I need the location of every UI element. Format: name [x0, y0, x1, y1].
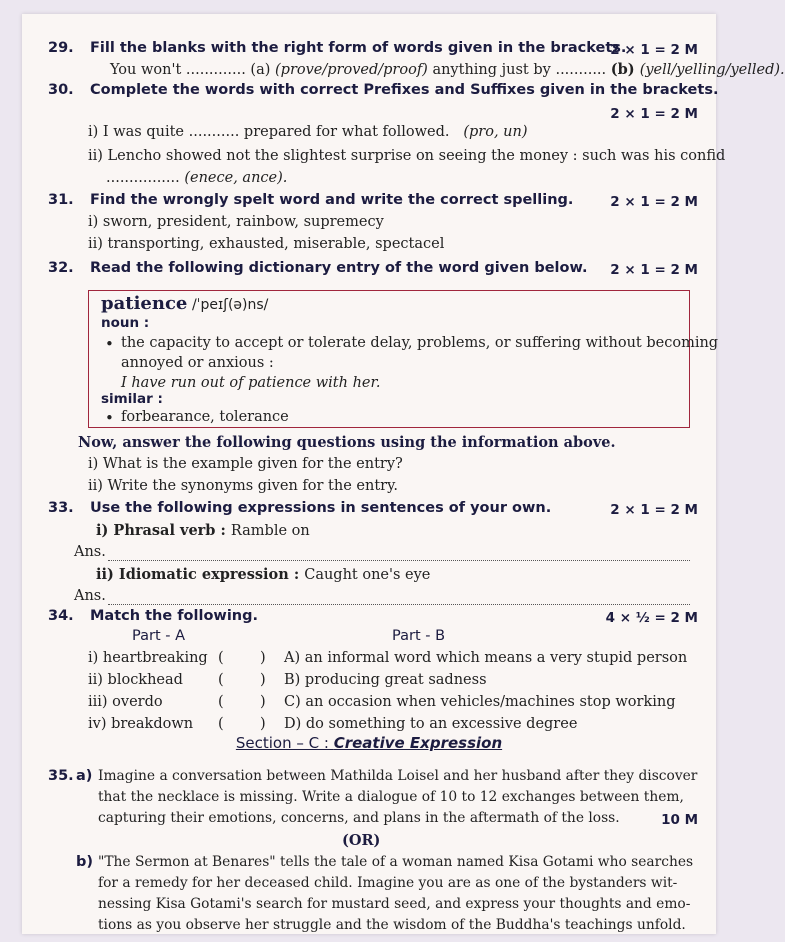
paragraph-line: that the necklace is missing. Write a dialogue of 10 to 12 exchanges between them, [98, 789, 684, 805]
question-31-ii: ii) transporting, exhausted, miserable, spectacel [88, 236, 445, 252]
item-dots: ................ [106, 170, 185, 186]
option-a-label: a) [76, 768, 93, 784]
pronunciation: /ˈpeɪʃ(ə)ns/ [191, 297, 269, 313]
dictionary-entry-box [88, 290, 719, 428]
marks-33: 2 × 1 = 2 M [610, 502, 698, 518]
section-heading [22, 734, 716, 752]
paragraph-line: nessing Kisa Gotami's search for mustard seed, and express your thoughts and emo- [98, 896, 691, 912]
marks-29: 2 × 1 = 2 M [610, 42, 698, 58]
question-32-ii: ii) Write the synonyms given for the entry. [88, 478, 398, 494]
question-text: Read the following dictionary entry of the word given below. [90, 260, 588, 276]
question-number: 33. [48, 500, 74, 516]
exam-page [22, 14, 785, 934]
option-a-text [98, 766, 697, 829]
definition-line-2: annoyed or anxious : [121, 355, 274, 371]
headword: patience [101, 293, 188, 314]
answer-line-2[interactable] [108, 604, 690, 605]
question-34-title [48, 608, 258, 624]
question-number: 30. [48, 82, 74, 98]
question-number: 34. [48, 608, 74, 624]
or-separator: (OR) [342, 832, 381, 849]
question-30-ii-cont [106, 170, 287, 186]
item-text: Caught one's eye [304, 567, 431, 583]
paragraph-line: Imagine a conversation between Mathilda Loisel and her husband after they discover [98, 768, 698, 784]
question-33-i [96, 522, 310, 539]
example-text: I have run out of patience with her. [121, 375, 381, 391]
question-30-ii: ii) Lencho showed not the slightest surprise on seeing the money : such was his confid [88, 148, 726, 164]
similar-label: similar : [101, 391, 163, 407]
marks-32: 2 × 1 = 2 M [610, 262, 698, 278]
section-prefix: Section – C : [235, 734, 334, 752]
question-29-title [48, 40, 626, 56]
question-30-title [48, 82, 718, 98]
item-options: (pro, un) [463, 124, 528, 140]
question-31-title [48, 192, 573, 208]
similar-words: • forbearance, tolerance [121, 409, 289, 425]
item-label: i) Phrasal verb : [96, 522, 231, 539]
match-open-3: ( [218, 694, 224, 710]
options-a: (prove/proved/proof) [275, 62, 428, 78]
question-number: 31. [48, 192, 74, 208]
answer-label-1: Ans. [74, 544, 106, 560]
question-31-i: i) sworn, president, rainbow, supremecy [88, 214, 384, 230]
definition-line-1: • the capacity to accept or tolerate delay, problems, or suffering without becoming [121, 335, 718, 351]
options-b: (yell/yelling/yelled). [639, 62, 785, 78]
item-options: (enece, ance). [184, 170, 288, 186]
paragraph-line: capturing their emotions, concerns, and plans in the aftermath of the loss. [98, 810, 620, 826]
question-text: Complete the words with correct Prefixes and Suffixes given in the brackets. [90, 82, 719, 98]
match-close-1: ) [260, 650, 266, 666]
dictionary-headword [101, 293, 268, 314]
part-of-speech: noun : [101, 315, 150, 331]
label-b: (b) [610, 61, 640, 78]
question-text: Find the wrongly spelt word and write the correct spelling. [90, 192, 574, 208]
paragraph-line: for a remedy for her deceased child. Imagine you are as one of the bystanders wit- [98, 875, 678, 891]
part-b-heading: Part - B [392, 628, 446, 644]
option-b-text [98, 852, 693, 936]
paragraph-line: tions as you observe her struggle and the wisdom of the Buddha's teachings unfold. [98, 917, 686, 933]
question-text: Match the following. [90, 608, 258, 624]
marks-34: 4 × ½ = 2 M [605, 610, 698, 626]
marks-31: 2 × 1 = 2 M [610, 194, 698, 210]
question-33-ii [96, 566, 430, 583]
item-label: ii) Idiomatic expression : [96, 566, 305, 583]
match-open-1: ( [218, 650, 224, 666]
match-a-4: iv) breakdown [88, 716, 194, 732]
item-text: i) I was quite ........... prepared for what followed. [88, 124, 450, 140]
question-32-instruction: Now, answer the following questions using the information above. [78, 434, 616, 451]
section-title: Creative Expression [333, 734, 503, 752]
match-open-2: ( [218, 672, 224, 688]
match-b-3: C) an occasion when vehicles/machines stop working [284, 694, 676, 710]
example-sentence [121, 375, 380, 391]
question-text: Fill the blanks with the right form of words given in the brackets. [90, 40, 627, 56]
marks-30: 2 × 1 = 2 M [610, 106, 698, 122]
answer-label-2: Ans. [74, 588, 106, 604]
match-open-4: ( [218, 716, 224, 732]
marks-35: 10 M [661, 812, 698, 828]
paragraph-line: "The Sermon at Benares" tells the tale of a woman named Kisa Gotami who searches [98, 854, 694, 870]
question-32-i: i) What is the example given for the entry? [88, 456, 403, 472]
text-b: anything just by ........... [427, 62, 611, 78]
option-b-label: b) [76, 854, 94, 870]
match-close-2: ) [260, 672, 266, 688]
question-text: Use the following expressions in sentences of your own. [90, 500, 552, 516]
question-32-title [48, 260, 587, 276]
question-33-title [48, 500, 551, 516]
match-b-1: A) an informal word which means a very stupid person [284, 650, 688, 666]
match-b-2: B) producing great sadness [284, 672, 487, 688]
question-number: 32. [48, 260, 74, 276]
match-a-2: ii) blockhead [88, 672, 183, 688]
match-a-3: iii) overdo [88, 694, 163, 710]
question-number: 29. [48, 40, 74, 56]
question-30-i [88, 124, 528, 140]
question-29-line [110, 61, 785, 78]
question-number: 35. [48, 768, 74, 784]
match-close-3: ) [260, 694, 266, 710]
match-close-4: ) [260, 716, 266, 732]
match-a-1: i) heartbreaking [88, 650, 208, 666]
part-a-heading: Part - A [132, 628, 185, 644]
item-text: Ramble on [230, 523, 310, 539]
answer-line-1[interactable] [108, 560, 690, 561]
match-b-4: D) do something to an excessive degree [284, 716, 578, 732]
text-a: You won't ............. (a) [110, 62, 275, 78]
